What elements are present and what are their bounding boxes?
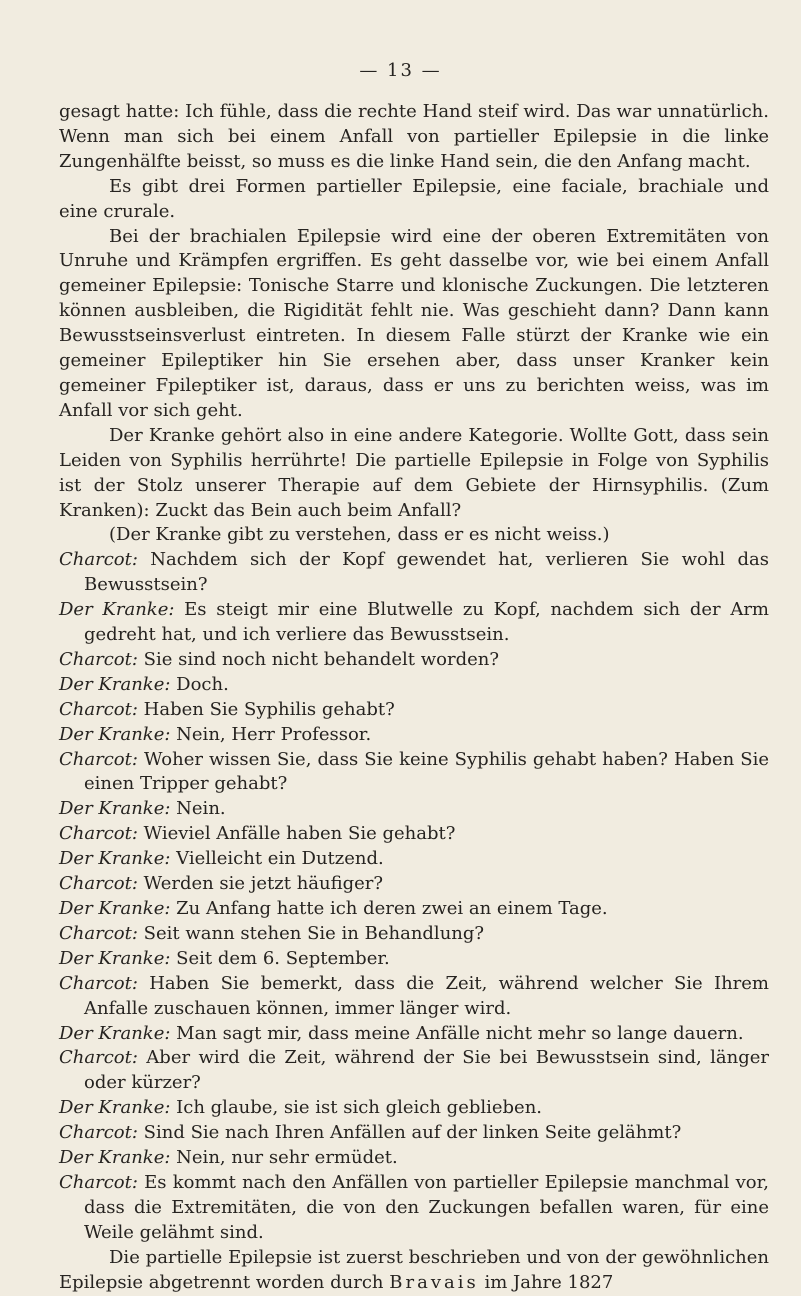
speaker-charcot: Charcot:	[59, 922, 138, 944]
dialogue-line	[59, 1046, 769, 1096]
speaker-patient: Der Kranke:	[59, 798, 171, 820]
dialogue-text: Seit dem 6. September.	[176, 947, 390, 969]
dialogue-line	[59, 1121, 769, 1146]
speaker-patient: Der Kranke:	[59, 1097, 171, 1119]
dialogue-text: Wieviel Anfälle haben Sie gehabt?	[143, 823, 456, 845]
dialogue-line	[59, 748, 769, 798]
dialogue-text: Nein.	[176, 798, 226, 820]
author-name: Bravais	[389, 1271, 479, 1293]
paragraph: gesagt hatte: Ich fühle, dass die rechte Hand steif wird. Das war unnatürlich. Wenn man sich bei einem Anfall von partieller Epilepsie in die linke Zungenhälfte beisst, so muss es die linke Hand sein, die den Anfang macht.	[59, 101, 769, 172]
paragraph	[59, 1246, 769, 1296]
dialogue-line	[59, 922, 769, 947]
page-number: — 13 —	[359, 60, 442, 81]
speaker-charcot: Charcot:	[59, 698, 138, 720]
dialogue-text: Haben Sie bemerkt, dass die Zeit, während welcher Sie Ihrem Anfalle zuschauen können, immer länger wird.	[84, 972, 769, 1019]
dialogue-line	[59, 897, 769, 922]
paragraph: Bei der brachialen Epilepsie wird eine der oberen Extremitäten von Unruhe und Krämpfen ergriffen. Es geht dasselbe vor, wie bei einem Anfall gemeiner Epilepsie: Tonische Starre und klonische Zuckungen. Die letzteren können ausbleiben, die Rigidität fehlt nie. Was geschieht dann? Dann kann Bewusstseinsverlust eintreten. In diesem Falle stürzt der Kranke wie ein gemeiner Epileptiker hin Sie ersehen aber, dass unser Kranker kein gemeiner Fpileptiker ist, daraus, dass er uns zu berichten weiss, was im Anfall vor sich geht.	[59, 225, 769, 421]
dialogue-line	[59, 648, 769, 673]
dialogue-text: Man sagt mir, dass meine Anfälle nicht mehr so lange dauern.	[176, 1022, 744, 1044]
dialogue-text: Doch.	[176, 673, 229, 695]
dialogue-line	[59, 847, 769, 872]
speaker-charcot: Charcot:	[59, 1047, 138, 1069]
dialogue-line	[59, 1096, 769, 1121]
dialogue-text: Nein, Herr Professor.	[176, 723, 372, 745]
speaker-patient: Der Kranke:	[59, 848, 171, 870]
dialogue-line	[59, 972, 769, 1022]
speaker-patient: Der Kranke:	[59, 723, 171, 745]
dialogue-line	[59, 1146, 769, 1171]
speaker-patient: Der Kranke:	[59, 1147, 171, 1169]
page-body	[59, 100, 769, 1296]
dialogue-text: Es kommt nach den Anfällen von partieller Epilepsie manchmal vor, dass die Extremitäten, die von den Zuckungen befallen waren, für eine Weile gelähmt sind.	[84, 1171, 769, 1243]
speaker-charcot: Charcot:	[59, 972, 138, 994]
dialogue-line	[59, 1022, 769, 1047]
dialogue-text: Es steigt mir eine Blutwelle zu Kopf, nachdem sich der Arm gedreht hat, und ich verliere das Bewusstsein.	[84, 599, 769, 646]
speaker-charcot: Charcot:	[59, 873, 138, 895]
speaker-charcot: Charcot:	[59, 648, 138, 670]
dialogue-text: Ich glaube, sie ist sich gleich geblieben.	[176, 1097, 543, 1119]
speaker-patient: Der Kranke:	[59, 898, 171, 919]
dialogue-text: Aber wird die Zeit, während der Sie bei Bewusstsein sind, länger oder kürzer?	[84, 1047, 769, 1094]
dialogue-line	[59, 673, 769, 698]
paragraph: Der Kranke gehört also in eine andere Kategorie. Wollte Gott, dass sein Leiden von Syphilis herrührte! Die partielle Epilepsie in Folge von Syphilis ist der Stolz unserer Therapie auf dem Gebiete der Hirnsyphilis. (Zum Kranken): Zuckt das Bein auch beim Anfall?	[59, 424, 769, 521]
dialogue-line	[59, 698, 769, 723]
paragraph: (Der Kranke gibt zu verstehen, dass er es nicht weiss.)	[109, 524, 610, 546]
dialogue-line	[59, 598, 769, 648]
speaker-charcot: Charcot:	[59, 823, 138, 845]
dialogue-line	[59, 797, 769, 822]
speaker-charcot: Charcot:	[59, 549, 138, 571]
dialogue-line	[59, 822, 769, 847]
dialogue-text: Vielleicht ein Dutzend.	[176, 848, 384, 870]
speaker-patient: Der Kranke:	[59, 599, 175, 621]
dialogue-line	[59, 947, 769, 972]
speaker-patient: Der Kranke:	[59, 947, 171, 969]
dialogue-line	[59, 723, 769, 748]
dialogue-text: Nachdem sich der Kopf gewendet hat, verlieren Sie wohl das Bewusstsein?	[84, 549, 769, 596]
dialogue-text: Woher wissen Sie, dass Sie keine Syphilis gehabt haben? Haben Sie einen Tripper gehabt?	[84, 748, 769, 795]
dialogue-text: Zu Anfang hatte ich deren zwei an einem Tage.	[176, 898, 608, 919]
dialogue-text: Werden sie jetzt häufiger?	[143, 873, 384, 895]
dialogue-text: Haben Sie Syphilis gehabt?	[143, 698, 395, 720]
speaker-charcot: Charcot:	[59, 1122, 138, 1144]
dialogue-text: Nein, nur sehr ermüdet.	[176, 1147, 398, 1169]
speaker-patient: Der Kranke:	[59, 1022, 171, 1044]
paragraph-text: im Jahre 1827	[484, 1271, 614, 1293]
speaker-charcot: Charcot:	[59, 1171, 138, 1193]
speaker-patient: Der Kranke:	[59, 673, 171, 695]
dialogue-line	[59, 548, 769, 598]
dialogue-text: Sind Sie nach Ihren Anfällen auf der linken Seite gelähmt?	[143, 1122, 682, 1144]
dialogue-text: Sie sind noch nicht behandelt worden?	[143, 648, 499, 670]
paragraph-text: Die partielle Epilepsie ist zuerst beschrieben und von der gewöhnlichen Epilepsie abgetrennt worden durch	[59, 1246, 769, 1293]
speaker-charcot: Charcot:	[59, 748, 138, 770]
dialogue-line	[59, 1171, 769, 1246]
dialogue-text: Seit wann stehen Sie in Behandlung?	[143, 922, 485, 944]
paragraph: Es gibt drei Formen partieller Epilepsie, eine faciale, brachiale und eine crurale.	[59, 175, 769, 222]
dialogue-line	[59, 872, 769, 897]
